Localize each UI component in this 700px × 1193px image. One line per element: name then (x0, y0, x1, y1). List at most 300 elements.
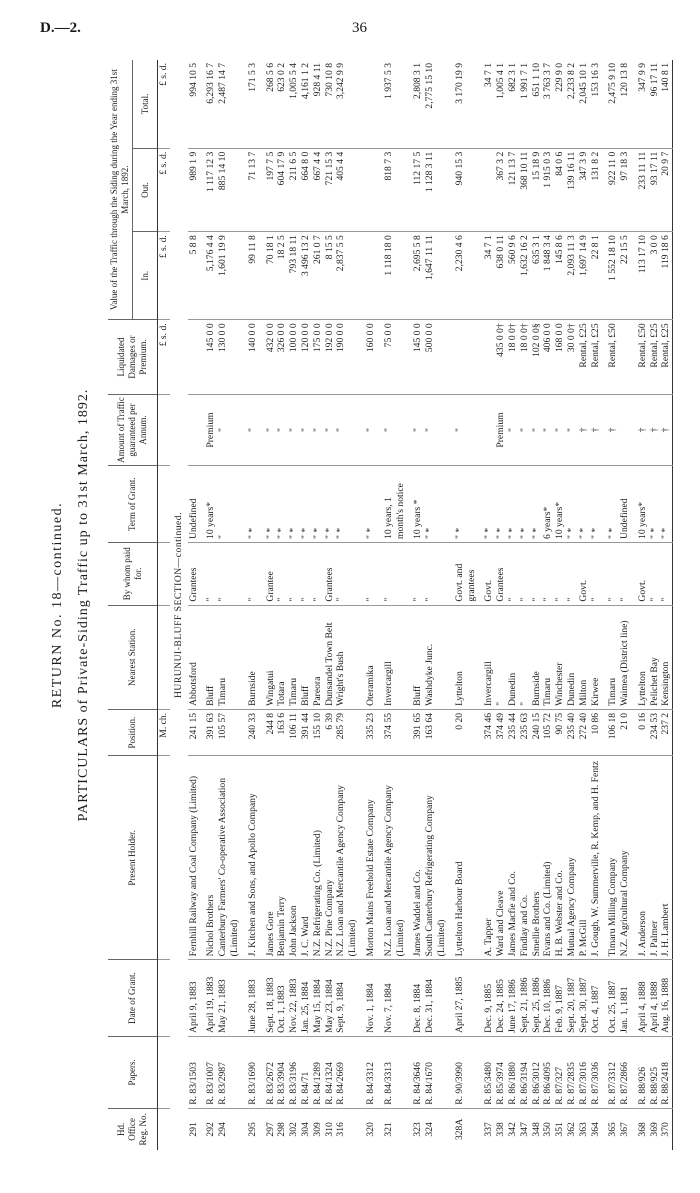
cell-paid: " (300, 542, 312, 605)
cell-outward: 84 0 6 (554, 148, 566, 231)
cell-reg: 367 (619, 1108, 631, 1150)
cell-total: 120 13 8 (619, 63, 631, 97)
cell-papers: R. 84/1289 (312, 1036, 324, 1108)
cell-station: Burnside (531, 605, 543, 709)
cell-amount: " (448, 394, 478, 466)
cell-term: " * (288, 466, 300, 543)
cell-outward: 139 16 11 (566, 148, 578, 231)
cell-position: 240 15 (531, 709, 543, 755)
cell-date: Dec. 8, 1884 (406, 960, 424, 1037)
cell-damages (477, 320, 495, 394)
cell-papers: R. 83/3196 (288, 1036, 300, 1108)
cell-reg: 295 (241, 1108, 259, 1150)
table-row (312, 60, 324, 1150)
cell-date: Jan. 1, 1881 (619, 960, 631, 1037)
cell-outward: 121 13 7 (507, 148, 519, 231)
cell-position: 10 86 (590, 709, 602, 755)
cell-papers: R. 86/3012 (531, 1036, 543, 1108)
cell-position: 105 57 (217, 709, 241, 755)
cell-total: 347 9 9 (636, 63, 648, 92)
cell-papers: R. 84/71 (300, 1036, 312, 1108)
cell-total: 3 170 19 9 (453, 63, 465, 104)
cell-outward: 922 11 0 (601, 148, 619, 231)
cell-amount: " (324, 394, 336, 466)
cell-holder: John Jackson (288, 756, 300, 960)
cell-date: Nov. 7, 1884 (377, 960, 407, 1037)
cell-paid: " (312, 542, 324, 605)
table-row (601, 60, 619, 1150)
cell-outward: 347 3 9 (578, 148, 590, 231)
table-row (406, 60, 424, 1150)
cell-holder: P. McGill (578, 756, 590, 960)
cell-papers: R. 87/327 (554, 1036, 566, 1108)
private-siding-table (108, 60, 673, 1150)
cell-amount (477, 394, 495, 466)
table-row (424, 60, 448, 1150)
cell-outward: 885 14 10 (217, 148, 241, 231)
cell-holder: Evans and Co. (Limited) (542, 756, 554, 960)
cell-station: Kensington (660, 605, 672, 709)
cell-inward: 1 552 18 10 (601, 232, 619, 320)
cell-amount: " (542, 394, 554, 466)
cell-papers: R. 87/2835 (566, 1036, 578, 1108)
cell-position: 106 18 (601, 709, 619, 755)
cell-amount: " (241, 394, 259, 466)
cell-term: Undefined (619, 466, 631, 543)
cell-total: 1,005 5 4 (288, 63, 300, 99)
table-row (276, 60, 288, 1150)
cell-paid: " (424, 542, 448, 605)
cell-amount: " (406, 394, 424, 466)
cell-date: Oct. 25, 1887 (601, 960, 619, 1037)
cell-date: Aug. 16, 1888 (660, 960, 672, 1037)
cell-date: Dec. 9, 1885 (477, 960, 495, 1037)
cell-date: Dec. 24, 1885 (495, 960, 507, 1037)
cell-papers: R. 87/2866 (619, 1036, 631, 1108)
cell-position: 6 39 (324, 709, 336, 755)
table-row (554, 60, 566, 1150)
cell-papers: R. 83/1007 (199, 1036, 217, 1108)
cell-inward: 2,837 5 5 (335, 232, 359, 320)
table-row (495, 60, 507, 1150)
cell-total: 96 17 11 (648, 63, 660, 97)
cell-holder: Nichol Brothers (199, 756, 217, 960)
cell-outward: 664 8 0 (300, 148, 312, 231)
unit-outward: £ s. d. (158, 148, 170, 231)
cell-outward: 405 4 4 (335, 148, 359, 231)
cell-station: Pareora (312, 605, 324, 709)
cell-term: " * (660, 466, 672, 543)
cell-holder: H. B. Webster and Co. (554, 756, 566, 960)
cell-outward: 667 4 4 (312, 148, 324, 231)
cell-amount: " (300, 394, 312, 466)
cell-papers: R. 84/1324 (324, 1036, 336, 1108)
cell-paid: Grantees (324, 542, 336, 605)
cell-term: 6 years* (542, 466, 554, 543)
section-row (170, 60, 188, 1150)
cell-paid: Grantees (495, 542, 507, 605)
cell-term: " * (495, 466, 507, 543)
cell-damages: 175 0 0 (312, 320, 324, 394)
cell-term: " * (649, 466, 661, 543)
cell-date: April 4, 1888 (631, 960, 649, 1037)
cell-paid: " (288, 542, 300, 605)
cell-position: 391 65 (406, 709, 424, 755)
cell-term: 10 years* (631, 466, 649, 543)
cell-holder: James Macfie and Co. (507, 756, 519, 960)
cell-station: Timaru (542, 605, 554, 709)
cell-reg: 309 (312, 1108, 324, 1150)
cell-position: 374 55 (377, 709, 407, 755)
cell-paid: " (660, 542, 672, 605)
cell-term: " * (578, 466, 590, 543)
cell-reg: 348 (531, 1108, 543, 1150)
cell-station: Dunsandel Town Belt (324, 605, 336, 709)
cell-damages: Rental, £25 (660, 320, 672, 394)
cell-total: 1,005 4 1 (495, 63, 507, 99)
cell-damages: 192 0 0 (324, 320, 336, 394)
cell-inward: 1,647 11 11 (424, 232, 448, 320)
cell-reg: 347 (519, 1108, 531, 1150)
cell-outward: 989 1 9 (188, 148, 200, 231)
cell-term: " * (477, 466, 495, 543)
cell-holder: N.Z. Pine Company (324, 756, 336, 960)
cell-position: 374 49 (495, 709, 507, 755)
cell-damages: Rental, £50 (631, 320, 649, 394)
cell-holder: Ward and Cleave (495, 756, 507, 960)
cell-station: Invercargill (477, 605, 495, 709)
cell-outward (477, 148, 495, 231)
cell-outward: 197 7 5 (259, 148, 277, 231)
header-station: Nearest Station. (108, 605, 158, 709)
cell-position: 163 64 (424, 709, 448, 755)
cell-papers: R. 83/1503 (188, 1036, 200, 1108)
cell-damages: Rental, £50 (601, 320, 619, 394)
cell-papers: R. 84/2669 (335, 1036, 359, 1108)
cell-station: Burnside (241, 605, 259, 709)
header-value-group: Value of the Traffic through the Siding during the Year ending 31st March, 1892. (108, 60, 133, 320)
cell-term: 10 years, 1 month's notice (377, 466, 407, 543)
cell-papers: R. 84/3313 (377, 1036, 407, 1108)
cell-term: " * (566, 466, 578, 543)
cell-outward: 211 6 5 (288, 148, 300, 231)
cell-term: " * (324, 466, 336, 543)
cell-paid: " (359, 542, 377, 605)
cell-outward: 721 15 3 (324, 148, 336, 231)
cell-date: Nov. 1, 1884 (359, 960, 377, 1037)
cell-position: 391 63 (199, 709, 217, 755)
cell-paid: " (199, 542, 217, 605)
cell-damages: 168 0 0 (554, 320, 566, 394)
cell-date: Sept. 30, 1887 (578, 960, 590, 1037)
header-date: Date of Grant. (108, 960, 158, 1037)
cell-date: April 27, 1885 (448, 960, 478, 1037)
cell-position: 105 72 (542, 709, 554, 755)
cell-station: Kirwee (590, 605, 602, 709)
cell-holder: Smellie Brothers (531, 756, 543, 960)
cell-term: " * (448, 466, 478, 543)
cell-holder: J. Gough, W. Summerville, R. Kemp, and H. Fentz (590, 756, 602, 960)
cell-outward: 1 915 0 3 (542, 148, 554, 231)
table-row (300, 60, 312, 1150)
cell-term: " * (590, 466, 602, 543)
cell-damages: 432 0 0 (259, 320, 277, 394)
cell-papers: R. 85/3480 (477, 1036, 495, 1108)
section-title: HURUNUI-BLUFF SECTION—continued. (172, 511, 184, 699)
cell-holder: N.Z. Refrigerating Co. (Limited) (312, 756, 324, 960)
table-row (324, 60, 336, 1150)
table-row (448, 60, 478, 1150)
cell-date: Oct. 4, 1887 (590, 960, 602, 1037)
cell-term: " * (519, 466, 531, 543)
cell-holder: Lyttelton Harbour Board (448, 756, 478, 960)
header-inward: In. (133, 232, 158, 320)
cell-term: " * (507, 466, 519, 543)
cell-inward: 113 17 10 (631, 232, 649, 320)
cell-amount: " (288, 394, 300, 466)
cell-amount: " (519, 394, 531, 466)
cell-total: 3,242 9 9 (335, 63, 347, 99)
cell-total: 682 3 1 (506, 63, 518, 92)
cell-position: 374 46 (477, 709, 495, 755)
cell-station: Bluff (199, 605, 217, 709)
cell-holder: Morton Mains Freehold Estate Company (359, 756, 377, 960)
cell-damages: 190 0 0 (335, 320, 359, 394)
table-body (158, 60, 673, 1150)
cell-date: Dec. 31, 1884 (424, 960, 448, 1037)
cell-reg: 362 (566, 1108, 578, 1150)
cell-position: 335 23 (359, 709, 377, 755)
cell-position: 391 44 (300, 709, 312, 755)
cell-position: 90 75 (554, 709, 566, 755)
cell-station: Winchester (554, 605, 566, 709)
cell-holder: Fernhill Railway and Coal Company (Limited) (188, 756, 200, 960)
cell-term: " * (424, 466, 448, 543)
cell-total: 34 7 1 (483, 63, 495, 87)
cell-total: 4,161 1 2 (299, 63, 311, 99)
cell-date: May 21, 1883 (217, 960, 241, 1037)
cell-paid: " (406, 542, 424, 605)
cell-amount: " (276, 394, 288, 466)
cell-station: " (519, 605, 531, 709)
cell-reg: 320 (359, 1108, 377, 1150)
cell-total: 623 0 2 (276, 63, 288, 92)
cell-amount: Premium (495, 394, 507, 466)
cell-outward: 367 3 2 (495, 148, 507, 231)
cell-date: Sept. 21, 1886 (519, 960, 531, 1037)
cell-paid: " (542, 542, 554, 605)
cell-damages: 140 0 0 (241, 320, 259, 394)
cell-inward: 145 8 6 (554, 232, 566, 320)
cell-inward: 793 18 11 (288, 232, 300, 320)
cell-paid: " (649, 542, 661, 605)
table-row (288, 60, 300, 1150)
cell-papers: R. 86/1880 (507, 1036, 519, 1108)
cell-damages: Rental, £25 (590, 320, 602, 394)
cell-station: Wright's Bush (335, 605, 359, 709)
cell-paid: " (554, 542, 566, 605)
cell-date: May 15, 1884 (312, 960, 324, 1037)
cell-station: Abbotsford (188, 605, 200, 709)
unit-damages: £ s. d. (158, 320, 170, 394)
cell-papers: R. 83/2987 (217, 1036, 241, 1108)
table-row (377, 60, 407, 1150)
cell-inward: 1 848 3 4 (542, 232, 554, 320)
table-row (217, 60, 241, 1150)
cell-reg: 310 (324, 1108, 336, 1150)
cell-amount: " (217, 394, 241, 466)
cell-total: 153 16 3 (589, 63, 601, 97)
cell-paid: " (601, 542, 619, 605)
table-row (199, 60, 217, 1150)
cell-outward: 818 7 3 (377, 148, 407, 231)
cell-papers: R. 84/1670 (424, 1036, 448, 1108)
cell-paid: " (241, 542, 259, 605)
cell-amount: † (601, 394, 619, 466)
cell-holder: James Gore (259, 756, 277, 960)
cell-inward: 18 2 5 (276, 232, 288, 320)
cell-term: " * (312, 466, 324, 543)
cell-date: April 4, 1888 (649, 960, 661, 1037)
return-subtitle: PARTICULARS of Private-Siding Traffic up to 31st March, 1892. (76, 388, 91, 822)
cell-position: 240 33 (241, 709, 259, 755)
cell-paid: Govt. (631, 542, 649, 605)
cell-holder: J. Anderson (631, 756, 649, 960)
cell-total: 3 763 3 7 (542, 63, 554, 99)
cell-inward: 261 0 7 (312, 232, 324, 320)
cell-reg: 370 (660, 1108, 672, 1150)
cell-station: Milton (578, 605, 590, 709)
cell-damages: 160 0 0 (359, 320, 377, 394)
cell-reg: 365 (601, 1108, 619, 1150)
cell-amount: " (531, 394, 543, 466)
cell-total: 140 8 1 (660, 63, 672, 92)
cell-date: Nov. 22, 1883 (288, 960, 300, 1037)
cell-reg: 363 (578, 1108, 590, 1150)
cell-term: " * (359, 466, 377, 543)
cell-position: 285 79 (335, 709, 359, 755)
cell-papers: R. 84/3312 (359, 1036, 377, 1108)
cell-reg: 337 (477, 1108, 495, 1150)
cell-term: " * (531, 466, 543, 543)
cell-papers: R. 83/3904 (276, 1036, 288, 1108)
cell-total: 2,775 15 10 (424, 63, 436, 109)
header-term: Term of Grant. (108, 466, 158, 543)
cell-term: " * (601, 466, 619, 543)
cell-term: 10 years* (199, 466, 217, 543)
cell-papers: R. 90/3990 (448, 1036, 478, 1108)
cell-outward: 112 17 5 (406, 148, 424, 231)
cell-paid: Govt. (578, 542, 590, 605)
cell-amount: " (424, 394, 448, 466)
cell-amount: " (554, 394, 566, 466)
cell-station: Wingatui (259, 605, 277, 709)
cell-reg: 294 (217, 1108, 241, 1150)
cell-reg: 324 (424, 1108, 448, 1150)
cell-holder: J. Palmer (649, 756, 661, 960)
cell-amount: " (335, 394, 359, 466)
cell-station: Invercargill (377, 605, 407, 709)
cell-damages: 130 0 0 (217, 320, 241, 394)
cell-inward: 22 8 1 (590, 232, 602, 320)
cell-holder: N.Z. Loan and Mercantile Agency Company (Limited) (335, 756, 359, 960)
cell-damages: Rental, £25 (578, 320, 590, 394)
cell-amount: " (566, 394, 578, 466)
cell-position: 21 0 (619, 709, 631, 755)
cell-holder: J. C. Ward (300, 756, 312, 960)
cell-papers: R. 88/926 (631, 1036, 649, 1108)
cell-papers: R. 87/3312 (601, 1036, 619, 1108)
cell-inward: 1,632 16 2 (519, 232, 531, 320)
cell-paid: " (335, 542, 359, 605)
header-total: Total. (133, 60, 158, 148)
cell-inward: 635 3 1 (531, 232, 543, 320)
cell-position: 163 6 (276, 709, 288, 755)
cell-holder: James Waddel and Co. (406, 756, 424, 960)
cell-inward: 5,176 4 4 (199, 232, 217, 320)
cell-inward: 70 18 1 (259, 232, 277, 320)
cell-damages: 435 0 0† (495, 320, 507, 394)
cell-papers: R. 85/3974 (495, 1036, 507, 1108)
cell-papers: R. 87/3036 (590, 1036, 602, 1108)
cell-amount (619, 394, 631, 466)
cell-reg: 342 (507, 1108, 519, 1150)
cell-inward: 119 18 6 (660, 232, 672, 320)
cell-position: 272 40 (578, 709, 590, 755)
cell-paid: " (566, 542, 578, 605)
cell-reg: 321 (377, 1108, 407, 1150)
cell-total: 1 937 5 3 (382, 63, 394, 99)
return-title: RETURN No. 18—continued. (50, 501, 65, 709)
unit-position: M. ch. (158, 709, 170, 755)
cell-inward (359, 232, 377, 320)
cell-outward: 97 18 3 (619, 148, 631, 231)
header-amount: Amount of Traffic guaranteed per Annum. (108, 394, 158, 466)
cell-total: 2,045 10 1 (577, 63, 589, 104)
cell-reg: 364 (590, 1108, 602, 1150)
cell-reg: 338 (495, 1108, 507, 1150)
cell-date: June 28, 1883 (241, 960, 259, 1037)
unit-total: £ s. d. (158, 63, 169, 86)
cell-date: Feb. 9, 1887 (554, 960, 566, 1037)
cell-position: 0 16 (631, 709, 649, 755)
cell-reg: 328A (448, 1108, 478, 1150)
cell-date: Dec. 10, 1886 (542, 960, 554, 1037)
cell-papers: R. 83/2672 (259, 1036, 277, 1108)
header-position: Position. (108, 709, 158, 755)
cell-holder: N.Z. Agricultural Company (619, 756, 631, 960)
cell-position: 244 8 (259, 709, 277, 755)
cell-amount (188, 394, 200, 466)
header-reg: Hd. Office Reg. No. (108, 1108, 158, 1150)
cell-term: " * (241, 466, 259, 543)
cell-paid: Govt. and grantees (448, 542, 478, 605)
header-holder: Present Holder. (108, 756, 158, 960)
cell-date: Sept. 9, 1884 (335, 960, 359, 1037)
table-row (259, 60, 277, 1150)
cell-station: Bluff (406, 605, 424, 709)
cell-term: 10 years* (554, 466, 566, 543)
cell-date: Sept. 20, 1887 (566, 960, 578, 1037)
cell-paid: " (276, 542, 288, 605)
cell-outward: 940 15 3 (448, 148, 478, 231)
cell-date: May 23, 1884 (324, 960, 336, 1037)
cell-position: 234 53 (649, 709, 661, 755)
cell-damages: Rental, £25 (649, 320, 661, 394)
cell-date: Sept. 25, 1886 (531, 960, 543, 1037)
cell-amount: † (590, 394, 602, 466)
cell-inward: 99 11 8 (241, 232, 259, 320)
